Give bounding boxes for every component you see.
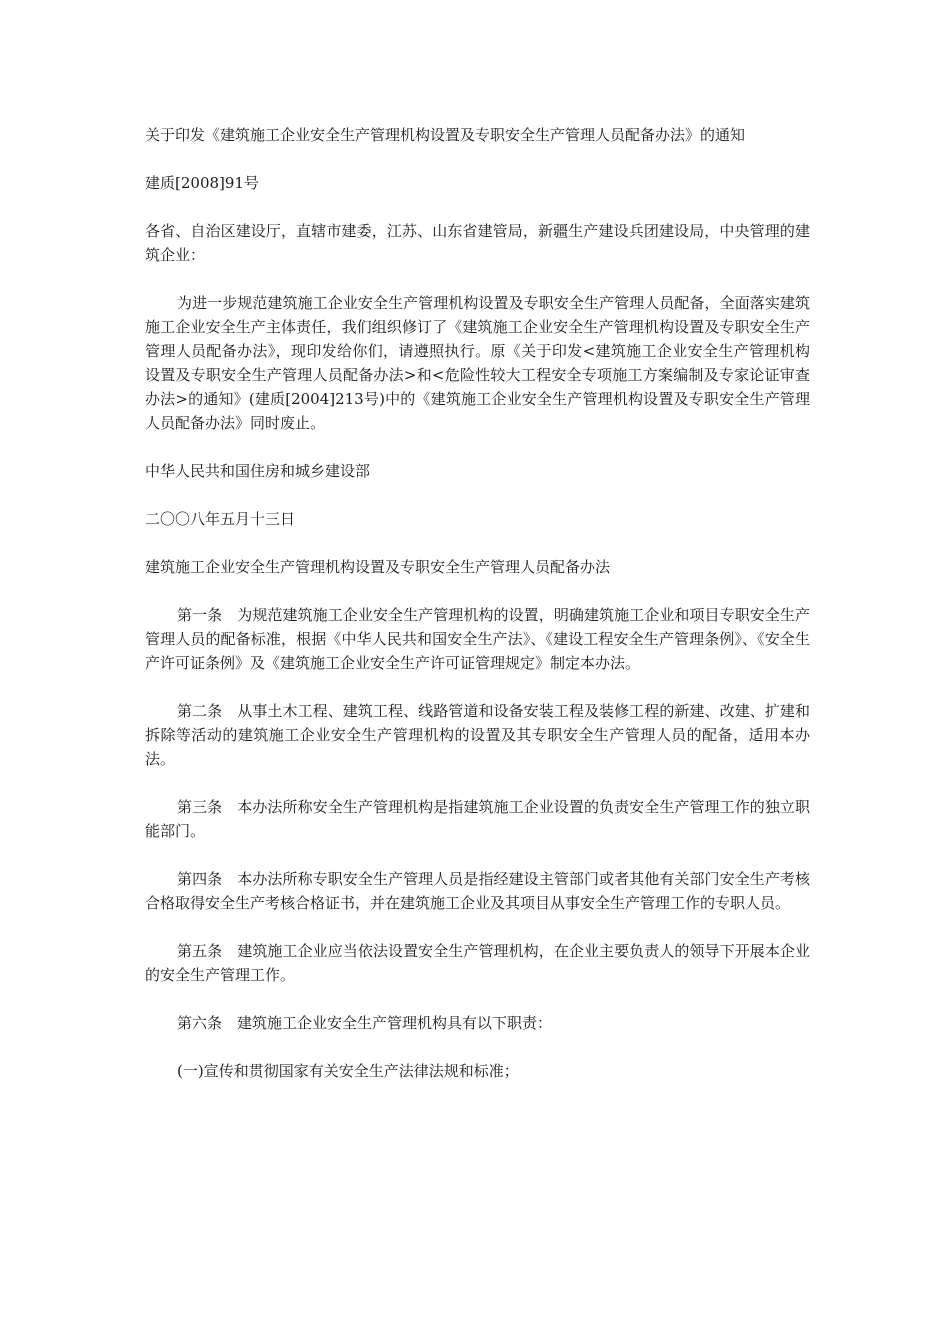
issuer: 中华人民共和国住房和城乡建设部 <box>145 462 371 480</box>
notice-body: 为进一步规范建筑施工企业安全生产管理机构设置及专职安全生产管理人员配备，全面落实建筑施工企业安全生产主体责任，我们组织修订了《建筑施工企业安全生产管理机构设置及专职安全生产管理人员配备办法》，现印发给你们，请遵照执行。原《关于印发<建筑施工企业安全生产管理机构设置及专职安全生产管理人员配备办法>和<危险性较大工程安全专项施工方案编制及专家论证审查办法>的通知》(建质[2004]213号)中的《建筑施工企业安全生产管理机构设置及专职安全生产管理人员配备办法》同时废止。 <box>145 294 810 432</box>
article-4: 第四条 本办法所称专职安全生产管理人员是指经建设主管部门或者其他有关部门安全生产考核合格取得安全生产考核合格证书，并在建筑施工企业及其项目从事安全生产管理工作的专职人员。 <box>145 870 810 912</box>
article-3: 第三条 本办法所称安全生产管理机构是指建筑施工企业设置的负责安全生产管理工作的独立职能部门。 <box>145 798 810 840</box>
article-5: 第五条 建筑施工企业应当依法设置安全生产管理机构，在企业主要负责人的领导下开展本企业的安全生产管理工作。 <box>145 942 810 984</box>
article-2: 第二条 从事土木工程、建筑工程、线路管道和设备安装工程及装修工程的新建、改建、扩建和拆除等活动的建筑施工企业安全生产管理机构的设置及其专职安全生产管理人员的配备，适用本办法。 <box>145 702 810 768</box>
measures-title: 建筑施工企业安全生产管理机构设置及专职安全生产管理人员配备办法 <box>145 558 611 576</box>
article-6: 第六条 建筑施工企业安全生产管理机构具有以下职责： <box>177 1014 553 1032</box>
notice-title: 关于印发《建筑施工企业安全生产管理机构设置及专职安全生产管理人员配备办法》的通知 <box>145 126 746 144</box>
article-1: 第一条 为规范建筑施工企业安全生产管理机构的设置，明确建筑施工企业和项目专职安全生产管理人员的配备标准，根据《中华人民共和国安全生产法》、《建设工程安全生产管理条例》、《安全生产许可证条例》及《建筑施工企业安全生产许可证管理规定》制定本办法。 <box>145 606 810 672</box>
recipients: 各省、自治区建设厅，直辖市建委，江苏、山东省建管局，新疆生产建设兵团建设局，中央管理的建筑企业： <box>145 222 810 264</box>
document-number: 建质[2008]91号 <box>145 174 259 192</box>
issue-date: 二〇〇八年五月十三日 <box>145 510 296 528</box>
document-page <box>145 123 810 1107</box>
article-6-item-1: (一)宣传和贯彻国家有关安全生产法律法规和标准； <box>177 1062 519 1080</box>
